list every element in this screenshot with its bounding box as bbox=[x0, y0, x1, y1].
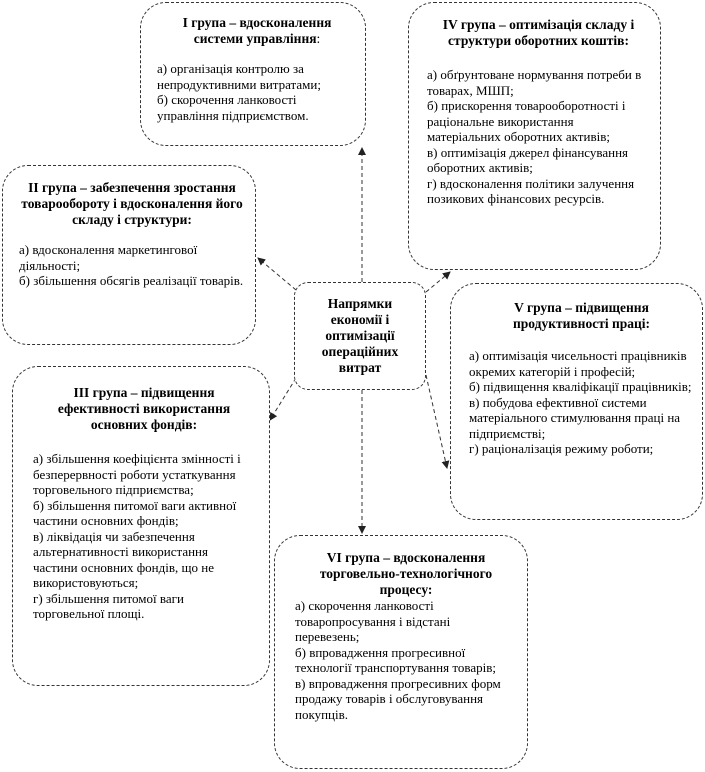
group-6-item: а) скорочення ланковості товаропросування і відстані перевезень; bbox=[295, 598, 451, 644]
group-6-box bbox=[274, 535, 528, 769]
group-1-item: б) скорочення ланковості управління підприємством. bbox=[157, 92, 309, 123]
arrow-to-group-3 bbox=[270, 378, 296, 420]
center-node-title: Напрямки економії і оптимізації операційних витрат bbox=[321, 296, 399, 375]
arrow-to-group-4 bbox=[426, 272, 450, 292]
group-6-item: в) впровадження прогресивних форм продажу товарів і обслуговування покупців. bbox=[295, 675, 501, 722]
group-4-item: в) оптимізація джерел фінансування оборотних активів; bbox=[427, 144, 629, 175]
group-4-box bbox=[408, 2, 661, 270]
group-5-item: а) оптимізація чисельності працівників окремих категорій і професій; bbox=[469, 348, 687, 379]
group-3-item: г) збільшення питомої ваги торговельної площі. bbox=[33, 590, 184, 621]
group-6-title: VI група – вдосконалення торговельно-технологічного процесу: bbox=[319, 550, 493, 597]
group-4-item: г) вдосконалення політики залучення позикових фінансових ресурсів. bbox=[427, 175, 635, 206]
group-2-box bbox=[2, 165, 256, 345]
group-5-item: б) підвищення кваліфікації працівників; bbox=[469, 379, 692, 394]
group-3-box bbox=[12, 366, 270, 686]
group-5-title: V група – підвищення продуктивності праці: bbox=[512, 300, 651, 331]
group-1-box bbox=[140, 2, 366, 146]
group-1-title: I група – вдосконалення системи управління: bbox=[182, 15, 332, 46]
group-5-box bbox=[450, 283, 703, 520]
group-3-item: а) збільшення коефіцієнта змінності і безперервності роботи устаткування торговельного підприємства; bbox=[33, 451, 241, 497]
arrow-to-group-5 bbox=[426, 375, 447, 468]
arrow-to-group-2 bbox=[258, 258, 296, 290]
group-5-item: г) раціоналізація режиму роботи; bbox=[469, 441, 654, 456]
group-4-item: а) обґрунтоване нормування потреби в товарах, МШП; bbox=[427, 67, 642, 98]
group-6-item: б) впровадження прогресивної технології транспортування товарів; bbox=[295, 644, 496, 675]
group-2-title: II група – забезпечення зростання товарообороту і вдосконалення його складу і структури: bbox=[21, 180, 243, 227]
group-4-title: IV група – оптимізація складу і структури оборотних коштів: bbox=[442, 17, 635, 48]
group-4-item: б) прискорення товарооборотності і раціональне використання матеріальних оборотних активів; bbox=[427, 98, 626, 144]
group-1-item: а) організація контролю за непродуктивними витратами; bbox=[157, 61, 321, 92]
group-3-title: III група – підвищення ефективності використання основних фондів: bbox=[57, 385, 231, 432]
group-3-item: б) збільшення питомої ваги активної частини основних фондів; bbox=[33, 497, 237, 528]
group-5-item: в) побудова ефективної системи матеріального стимулювання праці на підприємстві; bbox=[469, 394, 681, 441]
group-3-item: в) ліквідація чи забезпечення альтернативності використання частини основних фондів, що не використовуються; bbox=[33, 528, 214, 590]
center-node bbox=[294, 282, 426, 390]
group-2-item: а) вдосконалення маркетингової діяльності; bbox=[19, 242, 198, 273]
group-2-item: б) збільшення обсягів реалізації товарів. bbox=[19, 273, 244, 288]
